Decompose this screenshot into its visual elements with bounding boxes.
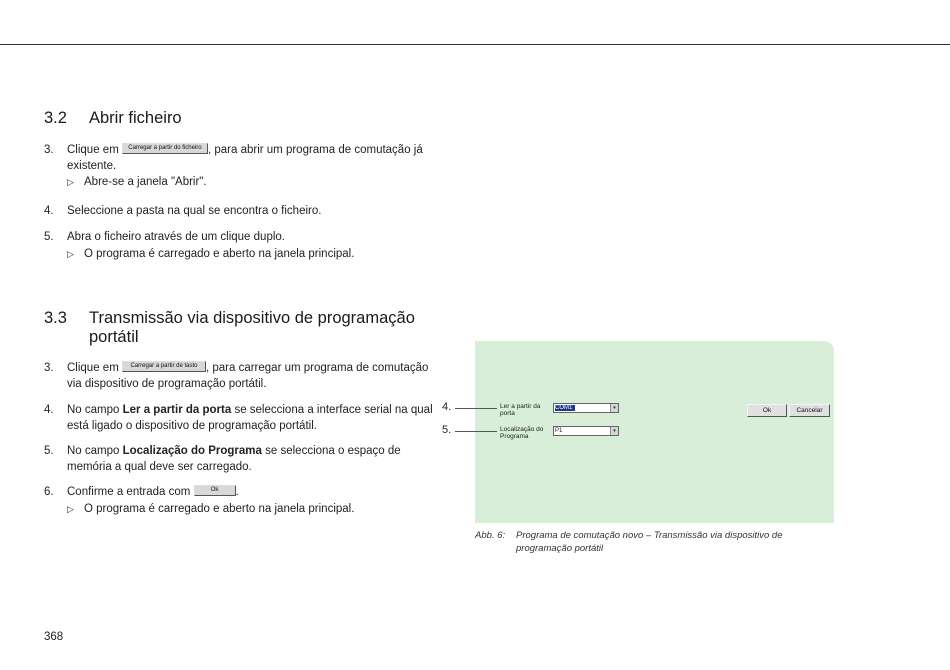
step-number: 3. [44,144,54,156]
step-4-select-folder: 4. Seleccione a pasta na qual se encontra o ficheiro. [44,205,322,217]
chevron-down-icon[interactable]: ▾ [610,427,618,435]
section-title: Abrir ficheiro [89,109,182,127]
callout-5: 5. [442,424,452,436]
cancel-button[interactable]: Cancelar [789,404,830,417]
step-3-open [44,142,444,174]
page-number: 368 [44,631,64,643]
chevron-down-icon[interactable]: ▾ [610,404,618,412]
load-from-file-button-image: Carregar a partir do ficheiro [122,143,208,154]
step-3-load-handheld: 3. Clique em Carregar a partir de tasto , para carregar um programa de comutação via dispositivo de programação portátil. [44,362,429,390]
result-arrow-icon: ▷ [67,504,74,514]
load-from-handheld-button-image: Carregar a partir de tasto [122,361,206,372]
header-rule [0,44,950,45]
step-5-location-field: 5. No campo Localização do Programa se selecciona o espaço de memória a qual deve ser carregado. [44,445,401,473]
section-3-3-heading [44,309,444,349]
step-6-confirm: 6. Confirme a entrada com Ok . [44,486,239,498]
caption-label: Abb. 6: [475,530,506,541]
step-5-double-click: 5. Abra o ficheiro através de um clique duplo. [44,231,285,243]
callout-5-leader [455,431,497,432]
location-field-label: Localização do Programa [500,426,544,440]
result-arrow-icon: ▷ [67,177,74,187]
caption-text: Programa de comutação novo – Transmissão via dispositivo de programação portátil [516,530,783,554]
section-3-2-heading [44,109,444,129]
location-select[interactable] [553,426,619,436]
result-arrow-icon: ▷ [67,249,74,259]
step-4-port-field: 4. No campo Ler a partir da porta se selecciona a interface serial na qual está ligado o dispositivo de programação portátil. [44,404,433,432]
section-number: 3.2 [44,109,67,127]
port-select-value: COM1 [555,405,573,411]
ok-button-image: Ok [194,485,236,496]
ok-button[interactable]: Ok [747,404,787,417]
location-select-value: P1 [555,428,563,434]
section-number: 3.3 [44,309,67,327]
section-title: Transmissão via dispositivo de programação portátil [89,309,415,346]
port-field-label: Ler a partir da porta [500,403,541,417]
port-select[interactable] [553,403,619,413]
callout-4: 4. [442,401,452,413]
step-text: Clique em Carregar a partir do ficheiro , para abrir um programa de comutação já existente. [67,144,423,172]
callout-4-leader [455,408,497,409]
